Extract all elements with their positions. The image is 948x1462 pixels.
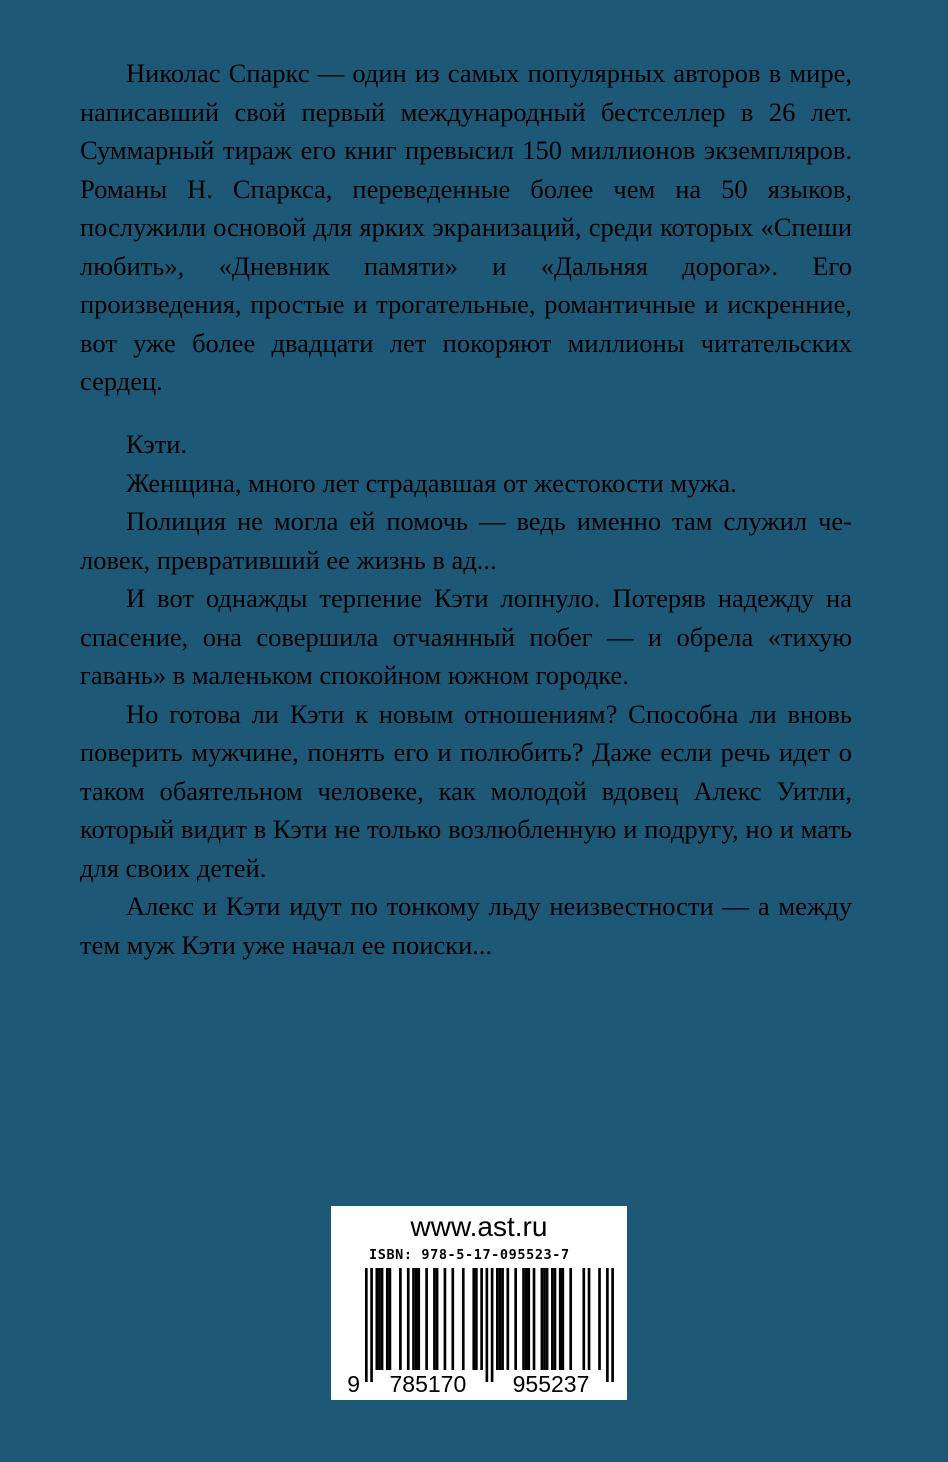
barcode-bar [425, 1268, 428, 1370]
barcode-bar [588, 1268, 591, 1370]
barcode-bar [543, 1268, 546, 1370]
book-annotation [80, 425, 852, 964]
barcode-bar [569, 1268, 572, 1370]
barcode-digits-right: 955237 [512, 1371, 590, 1397]
barcode-bar [554, 1268, 557, 1370]
barcode-bar [375, 1268, 378, 1370]
barcode-bar [522, 1268, 525, 1370]
barcode-bar [598, 1268, 601, 1370]
barcode-bar [389, 1268, 392, 1370]
barcode-bar [415, 1268, 418, 1370]
barcode-bar [444, 1268, 447, 1370]
barcode-digit-lead: 9 [347, 1371, 360, 1397]
barcode-bar [562, 1268, 565, 1370]
barcode-bar [370, 1268, 373, 1382]
barcode-bar [533, 1268, 536, 1370]
barcode-bar [365, 1268, 368, 1382]
barcode-bar [480, 1268, 483, 1370]
annotation-paragraph: Алекс и Кэти идут по тонкому льду неизвестности — а между тем муж Кэти уже начал ее поиски... [80, 891, 852, 960]
barcode-bar [462, 1268, 465, 1370]
annotation-paragraph: Полиция не могла ей помочь — ведь именно там служил человек, превративший ее жизнь в ад... [80, 506, 852, 575]
barcode-bar [407, 1268, 410, 1370]
barcode-bar [559, 1268, 562, 1370]
barcode-label [331, 1206, 627, 1400]
barcode-digits-left: 785170 [389, 1371, 467, 1397]
annotation-paragraph: И вот однажды терпение Кэти лопнуло. Потеряв надежду на спасение, она совершила отчаянный побег — и обрела «тихую гавань» в маленьком спокойном южном городке. [80, 583, 852, 690]
author-bio-paragraph: Николас Спаркс — один из самых популярных авторов в мире, написавший свой первый международный бестселлер в 26 лет. Суммарный тираж его книг превысил 150 миллионов экземпляров. Романы Н. Спаркса, переведенные более чем на 50 языков, послужили основой для ярких экранизаций, среди которых «Спеши любить», «Дневник памяти» и «Дальняя дорога». Его произведения, простые и трогательные, романтичные и искренние, вот уже более двадцати лет покоряют миллионы читательских сердец. [80, 58, 852, 396]
publisher-url: www.ast.ru [410, 1211, 548, 1242]
barcode-bar [501, 1268, 504, 1370]
barcode-bar [527, 1268, 530, 1370]
barcode-bar [451, 1268, 454, 1370]
barcode-bar [499, 1268, 502, 1370]
barcode-bar [606, 1268, 609, 1382]
barcode-bar [381, 1268, 384, 1370]
barcode-bar [506, 1268, 509, 1370]
barcode-bar [472, 1268, 475, 1370]
barcode-bar [546, 1268, 549, 1370]
barcode-bar [551, 1268, 554, 1370]
barcode-bar [436, 1268, 439, 1370]
annotation-paragraph: Но готова ли Кэти к новым отношениям? Способна ли вновь поверить мужчине, понять его и полюбить? Даже если речь идет о таком обаятельном человеке, как молодой вдовец Алекс Уитли, который видит в Кэти не только возлюбленную и подругу, но и мать для своих детей. [80, 698, 852, 883]
ean13-barcode [331, 1206, 627, 1400]
barcode-bar [386, 1268, 389, 1370]
barcode-bar [611, 1268, 614, 1382]
barcode-bar [399, 1268, 402, 1370]
barcode-bar [491, 1268, 494, 1382]
barcode-bar [378, 1268, 381, 1370]
author-bio [80, 54, 852, 401]
annotation-paragraph: Женщина, много лет страдавшая от жестокости мужа. [126, 467, 737, 498]
annotation-paragraph: Кэти. [126, 429, 188, 459]
barcode-bar [582, 1268, 585, 1370]
barcode-bar [475, 1268, 478, 1370]
barcode-bar [412, 1268, 415, 1370]
barcode-bar [417, 1268, 420, 1370]
barcode-bar [525, 1268, 528, 1370]
barcode-bar [486, 1268, 489, 1382]
barcode-bar [541, 1268, 544, 1370]
barcode-bar [514, 1268, 517, 1370]
barcode-bar [496, 1268, 499, 1370]
barcode-bar [433, 1268, 436, 1370]
isbn-number: ISBN: 978-5-17-095523-7 [369, 1247, 570, 1263]
